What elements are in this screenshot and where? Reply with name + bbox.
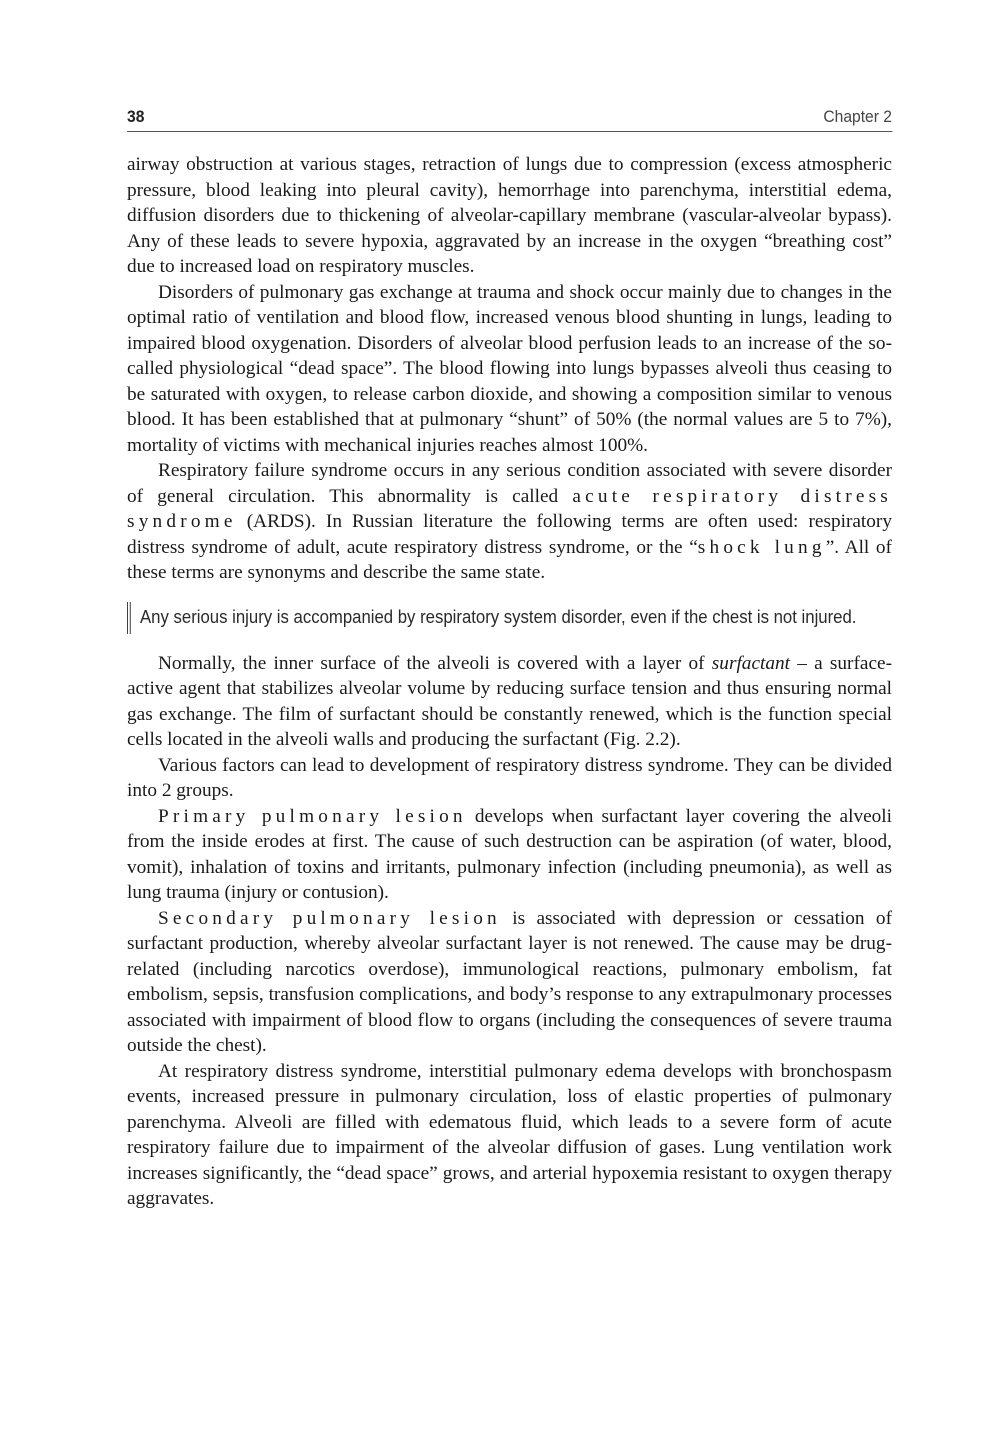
- term-shock-lung: shock lung: [697, 536, 826, 558]
- paragraph-4: [127, 651, 892, 753]
- body-text: [127, 152, 892, 1212]
- book-page: [127, 106, 892, 1212]
- term-surfactant: surfactant: [711, 652, 790, 674]
- paragraph-2: Disorders of pulmonary gas exchange at trauma and shock occur mainly due to changes in the optimal ratio of ventilation and blood flow, increased venous blood shunting in lungs, leading to impaired blood oxygenation. Disorders of alveolar blood perfusion leads to an increase of the so-called physiological “dead space”. The blood flowing into lungs bypasses alveoli thus ceasing to be saturated with oxygen, to release carbon dioxide, and showing a composition similar to venous blood. It has been established that at pulmonary “shunt” of 50% (the normal values are 5 to 7%), mortality of victims with mechanical injuries reaches almost 100%.: [127, 281, 892, 456]
- term-primary-lesion: Primary pulmonary lesion: [158, 805, 467, 827]
- paragraph-3-text-c: ”. All of these terms are synonyms and describe the same state.: [127, 536, 892, 583]
- paragraph-8: At respiratory distress syndrome, interstitial pulmonary edema develops with bronchospasm events, increased pressure in pulmonary circulation, loss of elastic properties of pulmonary parenchyma. Alveoli are filled with edematous fluid, which leads to a severe form of acute respiratory failure due to impairment of the alveolar diffusion of gases. Lung ventilation work increases significantly, the “dead space” grows, and arterial hypoxemia resistant to oxygen therapy aggravates.: [127, 1060, 892, 1209]
- paragraph-7-text: is associated with depression or cessation of surfactant production, whereby alveolar surfactant layer is not renewed. The cause may be drug-related (including narcotics overdose), immunological reactions, pulmonary embolism, fat embolism, sepsis, transfusion complications, and body’s response to any extrapulmonary processes associated with impairment of blood flow to organs (including the consequences of severe trauma outside the chest).: [127, 907, 892, 1056]
- paragraph-3: [127, 458, 892, 586]
- paragraph-3-text-b: (ARDS). In Russian literature the following terms are often used: respiratory distress syndrome of adult, acute respiratory distress syndrome, or the “: [127, 511, 892, 558]
- paragraph-1: airway obstruction at various stages, retraction of lungs due to compression (excess atmospheric pressure, blood leaking into pleural cavity), hemorrhage into parenchyma, interstitial edema, diffusion disorders due to thickening of alveolar-capillary membrane (vascular-alveolar bypass). Any of these leads to severe hypoxia, aggravated by an increase in the oxygen “breathing cost” due to increased load on respiratory muscles.: [127, 154, 892, 277]
- paragraph-3-text-a: Respiratory failure syndrome occurs in any serious condition associated with severe disorder of general circulation. This abnormality is called: [127, 460, 892, 507]
- paragraph-6-text: develops when surfactant layer covering the alveoli from the inside erodes at first. The cause of such destruction can be aspiration (of water, blood, vomit), inhalation of toxins and irritants, pulmonary infection (including pneumonia), as well as lung trauma (injury or contusion).: [127, 805, 893, 903]
- chapter-title: Chapter 2: [823, 107, 893, 126]
- term-ards: acute respiratory distress syndrome: [127, 485, 893, 532]
- term-secondary-lesion: Secondary pulmonary lesion: [158, 907, 501, 929]
- paragraph-5: Various factors can lead to development of respiratory distress syndrome. They can be divided into 2 groups.: [127, 754, 892, 801]
- highlight-note: Any serious injury is accompanied by respiratory system disorder, even if the chest is not injured.: [127, 602, 883, 634]
- paragraph-7: [127, 906, 892, 1059]
- paragraph-4-text-b: – a surface-active agent that stabilizes alveolar volume by reducing surface tension and thus ensuring normal gas exchange. The film of surfactant should be constantly renewed, which is the function special cells located in the alveoli walls and producing the surfactant (Fig. 2.2).: [127, 652, 892, 750]
- running-head: [127, 106, 892, 132]
- paragraph-4-text-a: Normally, the inner surface of the alveoli is covered with a layer of: [158, 652, 712, 674]
- page-number: 38: [127, 107, 145, 126]
- paragraph-6: [127, 804, 892, 906]
